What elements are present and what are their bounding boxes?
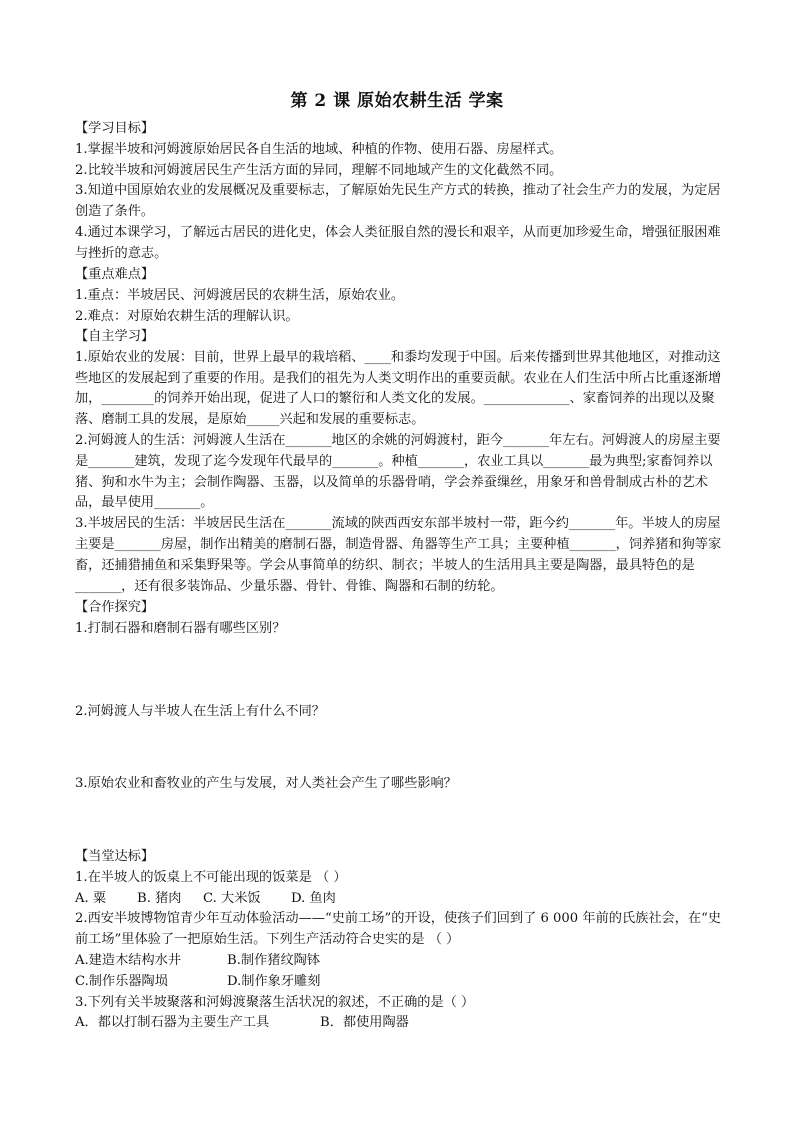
inquiry-question: 3.原始农业和畜牧业的产生与发展，对人类社会产生了哪些影响？ xyxy=(75,776,457,792)
option-b[interactable]: B.制作猪纹陶钵 xyxy=(227,952,321,968)
self-study-heading: 【自主学习】 xyxy=(75,329,155,344)
inquiry-section xyxy=(75,598,725,795)
option-a[interactable]: A. 粟 xyxy=(75,890,107,906)
option-row xyxy=(75,972,725,993)
objective-item: 1.掌握半坡和河姆渡原始居民各自生活的地域、种植的作物、使用石器、房屋样式。 xyxy=(75,141,563,157)
question-stem: 1.在半坡人的饭桌上不可能出现的饭菜是 （ ） xyxy=(75,869,347,885)
key-points-heading: 【重点难点】 xyxy=(75,267,155,282)
inquiry-heading: 【合作探究】 xyxy=(75,600,155,615)
option-c[interactable]: C. 大米饭 xyxy=(203,890,261,906)
option-row xyxy=(75,1013,725,1034)
question-stem: 3.下列有关半坡聚落和河姆渡聚落生活状况的叙述，不正确的是（ ） xyxy=(75,994,475,1010)
option-row xyxy=(75,889,725,910)
option-row xyxy=(75,951,725,972)
option-b[interactable]: B. 猪肉 xyxy=(137,890,182,906)
objective-item: 4.通过本课学习，了解远古居民的进化史，体会人类征服自然的漫长和艰辛，从而更加珍爱生命，增强征服困难与挫折的意志。 xyxy=(75,224,721,261)
answer-space[interactable] xyxy=(75,722,725,774)
self-study-item: 2.河姆渡人的生活：河姆渡人生活在_______地区的余姚的河姆渡村，距今_______年左右。河姆渡人的房屋主要是_______建筑，发现了迄今发现年代最早的_______。种植_______，农业工具以_______最为典型;家畜饲养以猪、狗和水牛为主；会制作陶器、玉器，以及简单的乐器骨哨，学会养蚕缫丝，用象牙和兽骨制成古朴的艺术品，最早使用_______。 xyxy=(75,432,721,511)
page-title: 第 2 课 原始农耕生活 学案 xyxy=(290,91,504,111)
objectives-section xyxy=(75,119,725,265)
key-point-item: 1.重点：半坡居民、河姆渡居民的农耕生活，原始农业。 xyxy=(75,287,405,303)
option-a[interactable]: A.建造木结构水井 xyxy=(75,952,182,968)
option-c[interactable]: C.制作乐器陶埙 xyxy=(75,973,168,989)
key-points-section xyxy=(75,265,725,327)
inquiry-question: 1.打制石器和磨制石器有哪些区别？ xyxy=(75,620,286,636)
option-d[interactable]: D.制作象牙雕刻 xyxy=(227,973,321,989)
practice-heading: 【当堂达标】 xyxy=(75,849,155,864)
answer-space[interactable] xyxy=(75,640,725,702)
inquiry-question: 2.河姆渡人与半坡人在生活上有什么不同？ xyxy=(75,703,325,719)
self-study-item: 1.原始农业的发展：目前，世界上最早的栽培稻、____和黍均发现于中国。后来传播到世界其他地区，对推动这些地区的发展起到了重要的作用。是我们的祖先为人类文明作出的重要贡献。农业在人们生活中所占比重逐渐增加，________的饲养开始出现，促进了人口的繁衍和人类文化的发展。_____________、家畜饲养的出现以及聚落、磨制工具的发展，是原始_____兴起和发展的重要标志。 xyxy=(75,349,722,428)
objective-item: 3.知道中国原始农业的发展概况及重要标志，了解原始先民生产方式的转换，推动了社会生产力的发展，为定居创造了条件。 xyxy=(75,183,721,220)
self-study-item: 3.半坡居民的生活：半坡居民生活在_______流域的陕西西安东部半坡村一带，距今约_______年。半坡人的房屋主要是_______房屋，制作出精美的磨制石器，制造骨器、角器等生产工具；主要种植_______，饲养猪和狗等家畜，还捕猎捕鱼和采集野果等。学会从事简单的纺织、制衣；半坡人的生活用具主要是陶器，最具特色的是_______，还有很多装饰品、少量乐器、骨针、骨锥、陶器和石制的纺轮。 xyxy=(75,516,722,594)
practice-section xyxy=(75,847,725,1034)
objectives-heading: 【学习目标】 xyxy=(75,121,155,136)
option-b[interactable]: B．都使用陶器 xyxy=(320,1015,409,1031)
question-stem: 2.西安半坡博物馆青少年互动体验活动——“史前工场”的开设，使孩子们回到了 6 000 年前的氏族社会，在“史前工场”里体验了一把原始生活。下列生产活动符合史实的是 （ ） xyxy=(75,911,722,948)
key-point-item: 2.难点：对原始农耕生活的理解认识。 xyxy=(75,308,299,324)
option-a[interactable]: A．都以打制石器为主要生产工具 xyxy=(75,1015,270,1031)
objective-item: 2.比较半坡和河姆渡居民生产生活方面的异同，理解不同地域产生的文化截然不同。 xyxy=(75,162,563,178)
option-d[interactable]: D. 鱼肉 xyxy=(291,890,336,906)
self-study-section xyxy=(75,327,725,597)
